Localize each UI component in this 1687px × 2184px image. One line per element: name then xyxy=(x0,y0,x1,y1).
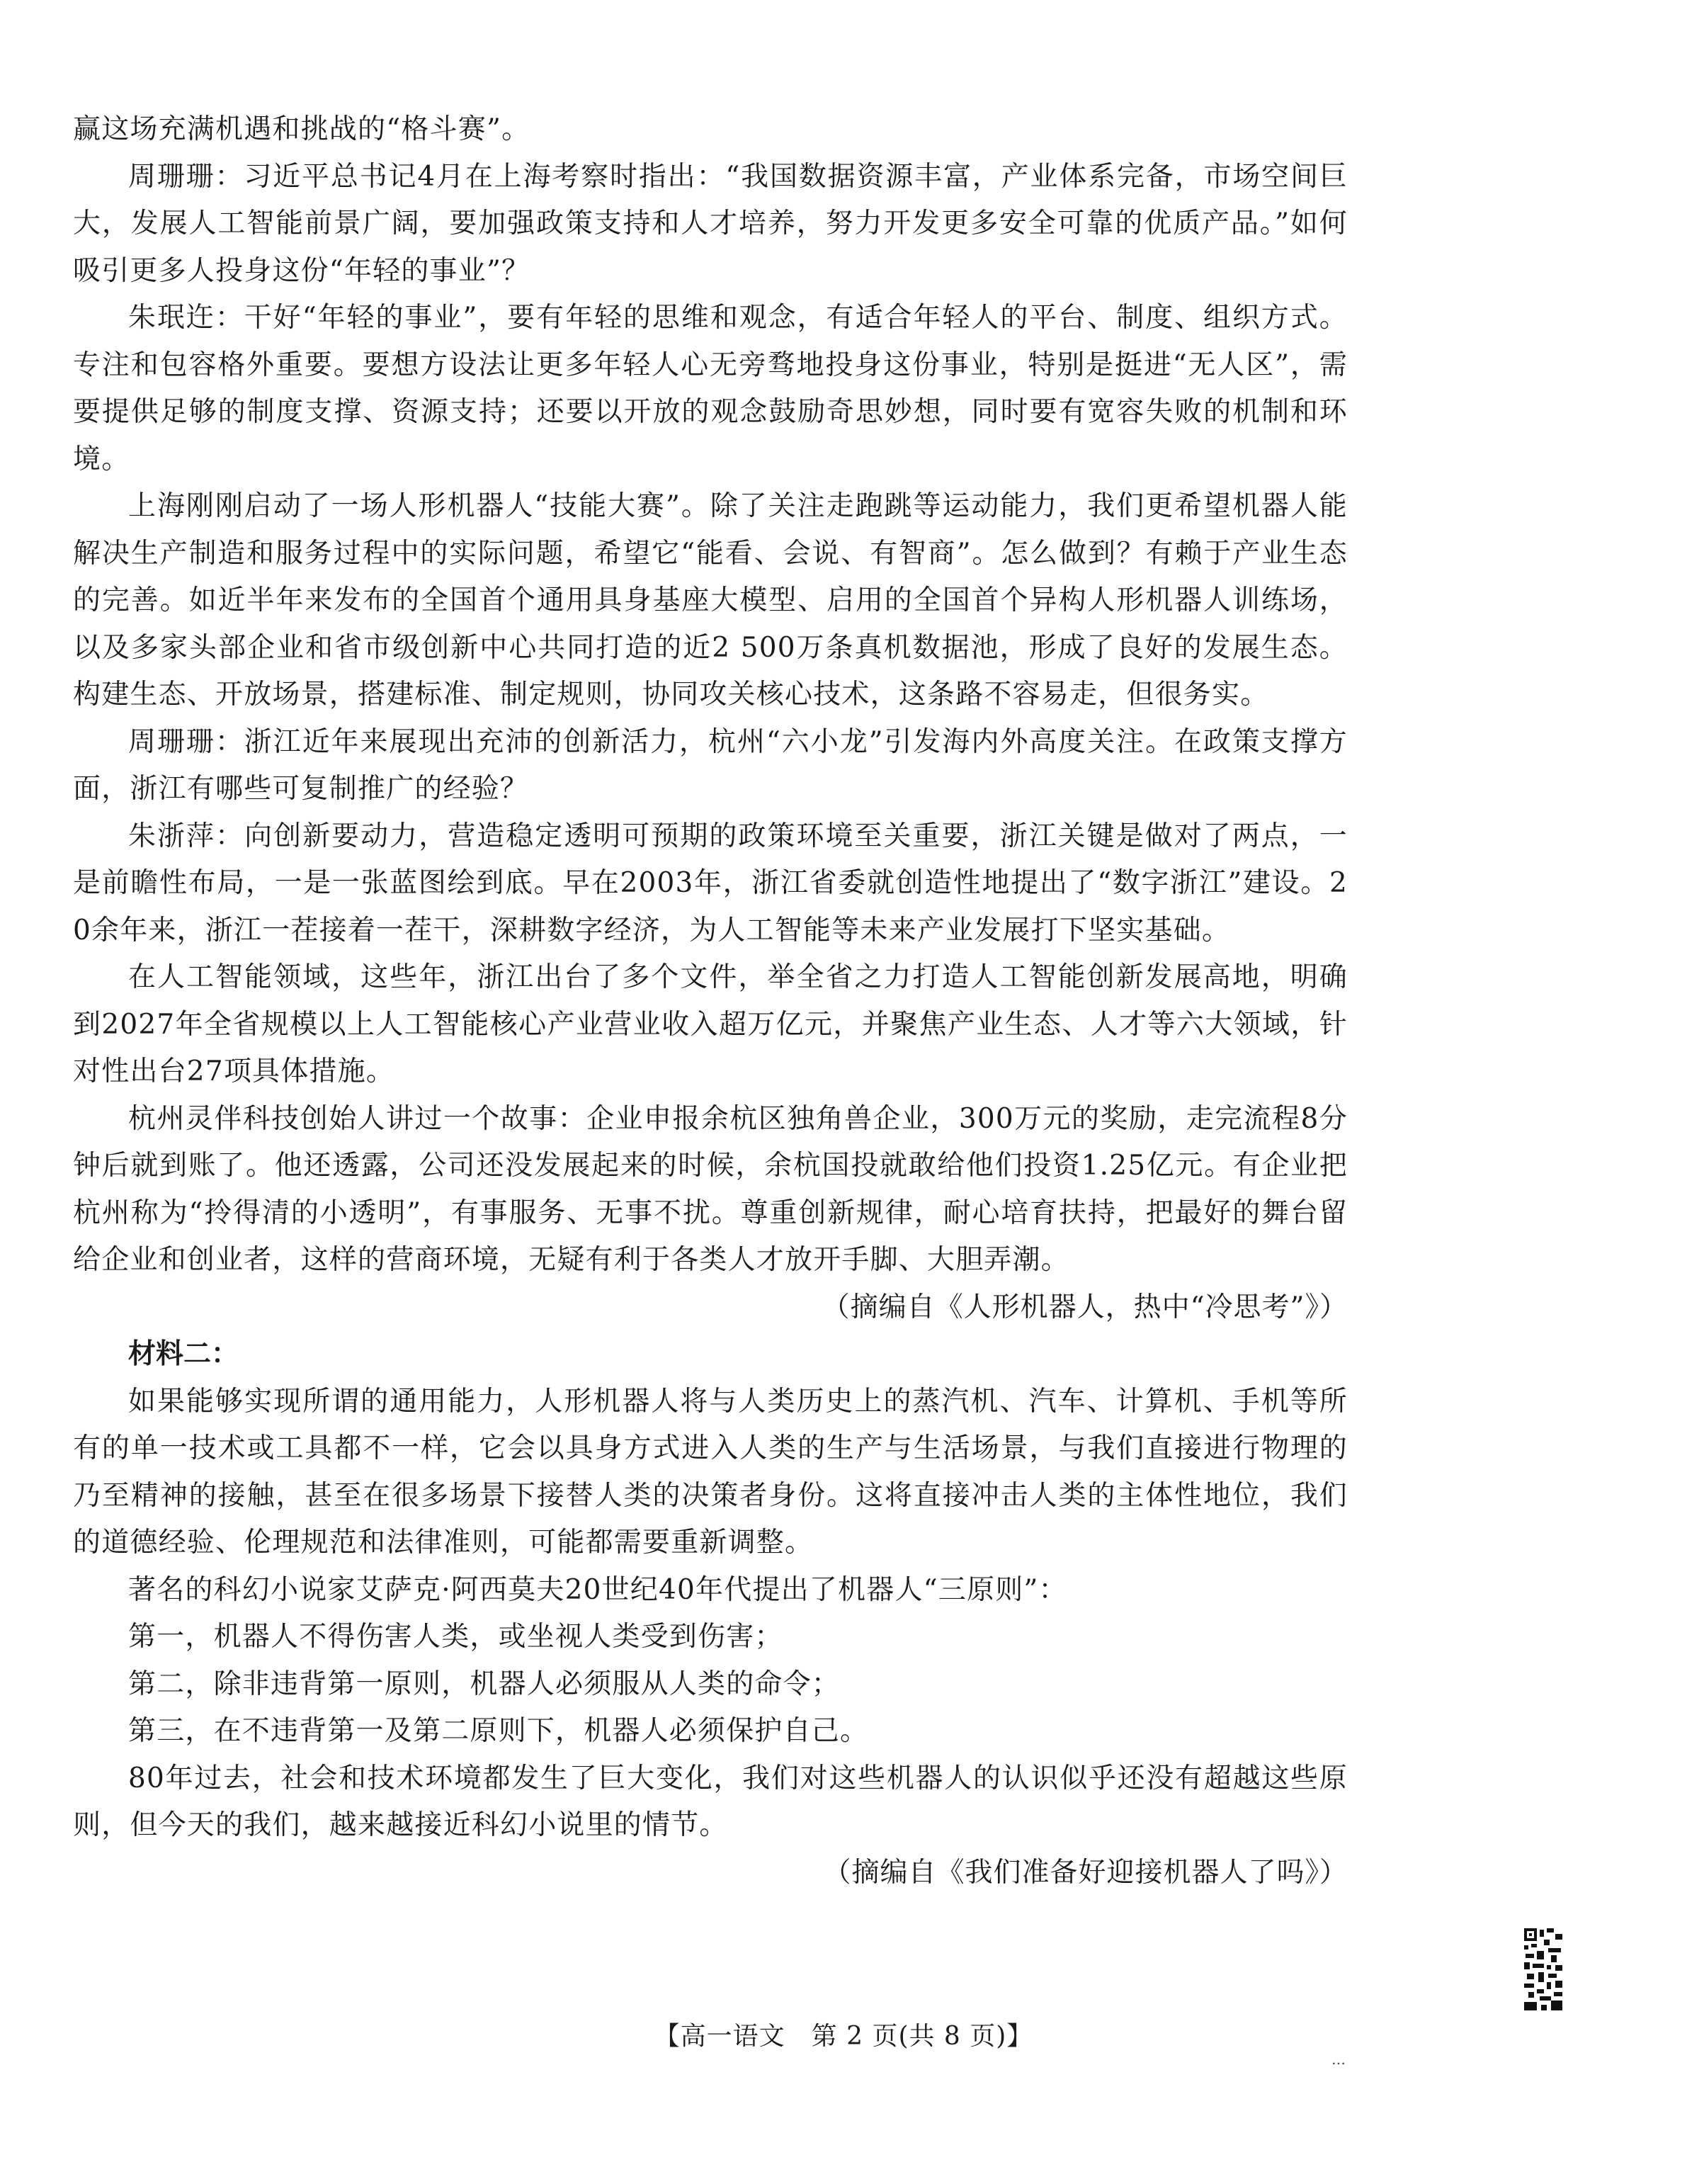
rule-two: 第二，除非违背第一原则，机器人必须服从人类的命令； xyxy=(128,1668,841,1700)
page-footer: 【高一语文 第 2 页(共 8 页)】 xyxy=(654,2022,1033,2051)
source-citation-1: （摘编自《人形机器人，热中“冷思考”》） xyxy=(822,1291,1348,1323)
paragraph: 周珊珊：浙江近年来展现出充沛的创新活力，杭州“六小龙”引发海内外高度关注。在政策支撑方面，浙江有哪些可复制推广的经验？ xyxy=(73,725,1348,805)
paragraph: 周珊珊：习近平总书记4月在上海考察时指出：“我国数据资源丰富，产业体系完备，市场空间巨大，发展人工智能前景广阔，要加强政策支持和人才培养，努力开发更多安全可靠的优质产品。”如何吸引更多人投身这份“年轻的事业”？ xyxy=(73,160,1348,287)
paragraph: 朱珉迕：干好“年轻的事业”，要有年轻的思维和观念，有适合年轻人的平台、制度、组织方式。专注和包容格外重要。要想方设法让更多年轻人心无旁骛地投身这份事业，特别是挺进“无人区”，需要提供足够的制度支撑、资源支持；还要以开放的观念鼓励奇思妙想，同时要有宽容失败的机制和环境。 xyxy=(73,302,1348,475)
paragraph: 著名的科幻小说家艾萨克·阿西莫夫20世纪40年代提出了机器人“三原则”： xyxy=(128,1573,1067,1606)
rule-three: 第三，在不违背第一及第二原则下，机器人必须保护自己。 xyxy=(128,1715,869,1747)
paragraph: 杭州灵伴科技创始人讲过一个故事：企业申报余杭区独角兽企业，300万元的奖励，走完流程8分钟后就到账了。他还透露，公司还没发展起来的时候，余杭国投就敢给他们投资1.25亿元。有企业把杭州称为“拎得清的小透明”，有事服务、无事不扰。尊重创新规律，耐心培育扶持，把最好的舞台留给企业和创业者，这样的营商环境，无疑有利于各类人才放开手脚、大胆弄潮。 xyxy=(73,1102,1348,1276)
paragraph: 在人工智能领域，这些年，浙江出台了多个文件，举全省之力打造人工智能创新发展高地，明确到2027年全省规模以上人工智能核心产业营业收入超万亿元，并聚焦产业生态、人才等六大领域，针对性出台27项具体措施。 xyxy=(73,961,1348,1087)
paragraph: 如果能够实现所谓的通用能力，人形机器人将与人类历史上的蒸汽机、汽车、计算机、手机等所有的单一技术或工具都不一样，它会以具身方式进入人类的生产与生活场景，与我们直接进行物理的乃至精神的接触，甚至在很多场景下接替人类的决策者身份。这将直接冲击人类的主体性地位，我们的道德经验、伦理规范和法律准则，可能都需要重新调整。 xyxy=(73,1385,1348,1558)
rule-one: 第一，机器人不得伤害人类，或坐视人类受到伤害； xyxy=(128,1621,783,1653)
source-citation-2: （摘编自《我们准备好迎接机器人了吗》） xyxy=(823,1856,1348,1889)
page-content xyxy=(73,106,1348,1896)
corner-mark: … xyxy=(1331,2051,1346,2068)
paragraph-continuation: 赢这场充满机遇和挑战的“格斗赛”。 xyxy=(73,113,530,145)
material-two-heading: 材料二： xyxy=(128,1338,239,1370)
paragraph: 80年过去，社会和技术环境都发生了巨大变化，我们对这些机器人的认识似乎还没有超越这些原则，但今天的我们，越来越接近科幻小说里的情节。 xyxy=(73,1762,1348,1841)
paragraph: 上海刚刚启动了一场人形机器人“技能大赛”。除了关注走跑跳等运动能力，我们更希望机器人能解决生产制造和服务过程中的实际问题，希望它“能看、会说、有智商”。怎么做到？有赖于产业生态的完善。如近半年来发布的全国首个通用具身基座大模型、启用的全国首个异构人形机器人训练场，以及多家头部企业和省市级创新中心共同打造的近2 500万条真机数据池，形成了良好的发展生态。构建生态、开放场景，搭建标准、制定规则，协同攻关核心技术，这条路不容易走，但很务实。 xyxy=(73,490,1348,711)
qr-code-icon xyxy=(1523,1927,1564,2012)
paragraph: 朱浙萍：向创新要动力，营造稳定透明可预期的政策环境至关重要，浙江关键是做对了两点，一是前瞻性布局，一是一张蓝图绘到底。早在2003年，浙江省委就创造性地提出了“数字浙江”建设。20余年来，浙江一茬接着一茬干，深耕数字经济，为人工智能等未来产业发展打下坚实基础。 xyxy=(73,820,1348,946)
